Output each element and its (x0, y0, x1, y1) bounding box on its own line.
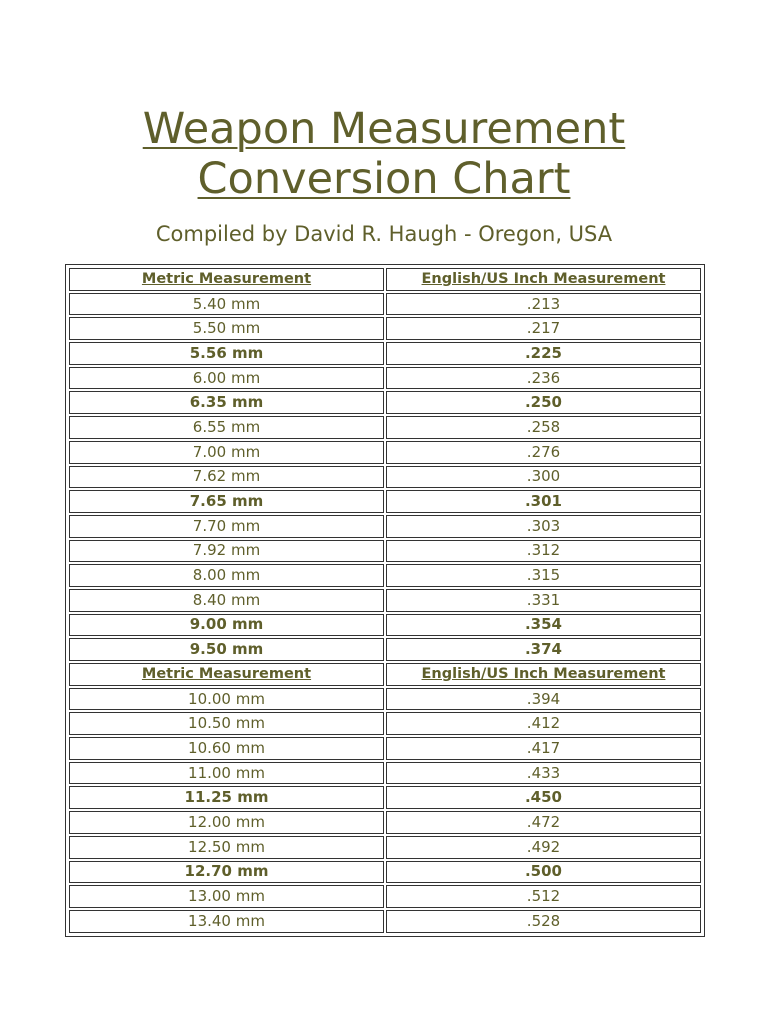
metric-cell: 7.92 mm (69, 540, 384, 563)
english-cell: .303 (386, 515, 701, 538)
english-column-header: English/US Inch Measurement (386, 663, 701, 686)
table-row (69, 293, 701, 316)
metric-cell: 5.40 mm (69, 293, 384, 316)
metric-column-header: Metric Measurement (69, 663, 384, 686)
table-row (69, 737, 701, 760)
english-cell: .213 (386, 293, 701, 316)
title-line-1: Weapon Measurement (142, 104, 626, 154)
metric-cell: 6.55 mm (69, 416, 384, 439)
metric-cell: 10.50 mm (69, 712, 384, 735)
english-cell: .331 (386, 589, 701, 612)
metric-cell: 7.62 mm (69, 466, 384, 489)
metric-cell: 13.00 mm (69, 885, 384, 908)
table-row (69, 441, 701, 464)
metric-cell: 5.50 mm (69, 317, 384, 340)
metric-cell: 9.50 mm (69, 638, 384, 661)
table-row (69, 688, 701, 711)
english-cell: .258 (386, 416, 701, 439)
english-cell: .412 (386, 712, 701, 735)
table-row (69, 638, 701, 661)
table-row (69, 786, 701, 809)
metric-cell: 10.60 mm (69, 737, 384, 760)
english-cell: .300 (386, 466, 701, 489)
english-cell: .500 (386, 861, 701, 884)
english-cell: .276 (386, 441, 701, 464)
english-cell: .236 (386, 367, 701, 390)
table-row (69, 466, 701, 489)
metric-cell: 11.00 mm (69, 762, 384, 785)
metric-cell: 7.00 mm (69, 441, 384, 464)
title-line-2: Conversion Chart (197, 154, 571, 204)
table-row (69, 910, 701, 933)
english-cell: .512 (386, 885, 701, 908)
conversion-table (67, 266, 703, 935)
english-cell: .394 (386, 688, 701, 711)
table-body (69, 293, 701, 933)
english-cell: .354 (386, 614, 701, 637)
metric-cell: 6.00 mm (69, 367, 384, 390)
table-subheader-row (69, 663, 701, 686)
metric-cell: 10.00 mm (69, 688, 384, 711)
table-row (69, 342, 701, 365)
english-cell: .450 (386, 786, 701, 809)
english-cell: .312 (386, 540, 701, 563)
conversion-table-frame (65, 264, 705, 937)
metric-cell: 12.50 mm (69, 836, 384, 859)
english-cell: .374 (386, 638, 701, 661)
table-row (69, 861, 701, 884)
table-row (69, 762, 701, 785)
table-row (69, 540, 701, 563)
english-cell: .433 (386, 762, 701, 785)
metric-cell: 8.00 mm (69, 564, 384, 587)
subtitle: Compiled by David R. Haugh - Oregon, USA (155, 222, 613, 246)
english-column-header: English/US Inch Measurement (386, 268, 701, 291)
english-cell: .315 (386, 564, 701, 587)
table-row (69, 317, 701, 340)
table-header-row (69, 268, 701, 291)
table-row (69, 416, 701, 439)
table-row (69, 515, 701, 538)
table-row (69, 836, 701, 859)
table-row (69, 811, 701, 834)
table-row (69, 490, 701, 513)
metric-cell: 5.56 mm (69, 342, 384, 365)
table-row (69, 589, 701, 612)
page-title (0, 104, 768, 204)
metric-cell: 11.25 mm (69, 786, 384, 809)
table-row (69, 564, 701, 587)
english-cell: .528 (386, 910, 701, 933)
metric-cell: 8.40 mm (69, 589, 384, 612)
metric-cell: 12.00 mm (69, 811, 384, 834)
table-row (69, 614, 701, 637)
english-cell: .417 (386, 737, 701, 760)
english-cell: .225 (386, 342, 701, 365)
metric-cell: 7.65 mm (69, 490, 384, 513)
table-row (69, 712, 701, 735)
english-cell: .472 (386, 811, 701, 834)
english-cell: .217 (386, 317, 701, 340)
metric-cell: 12.70 mm (69, 861, 384, 884)
table-row (69, 367, 701, 390)
metric-cell: 13.40 mm (69, 910, 384, 933)
table-row (69, 391, 701, 414)
table-row (69, 885, 701, 908)
metric-cell: 9.00 mm (69, 614, 384, 637)
english-cell: .492 (386, 836, 701, 859)
english-cell: .250 (386, 391, 701, 414)
metric-cell: 7.70 mm (69, 515, 384, 538)
english-cell: .301 (386, 490, 701, 513)
metric-column-header: Metric Measurement (69, 268, 384, 291)
metric-cell: 6.35 mm (69, 391, 384, 414)
